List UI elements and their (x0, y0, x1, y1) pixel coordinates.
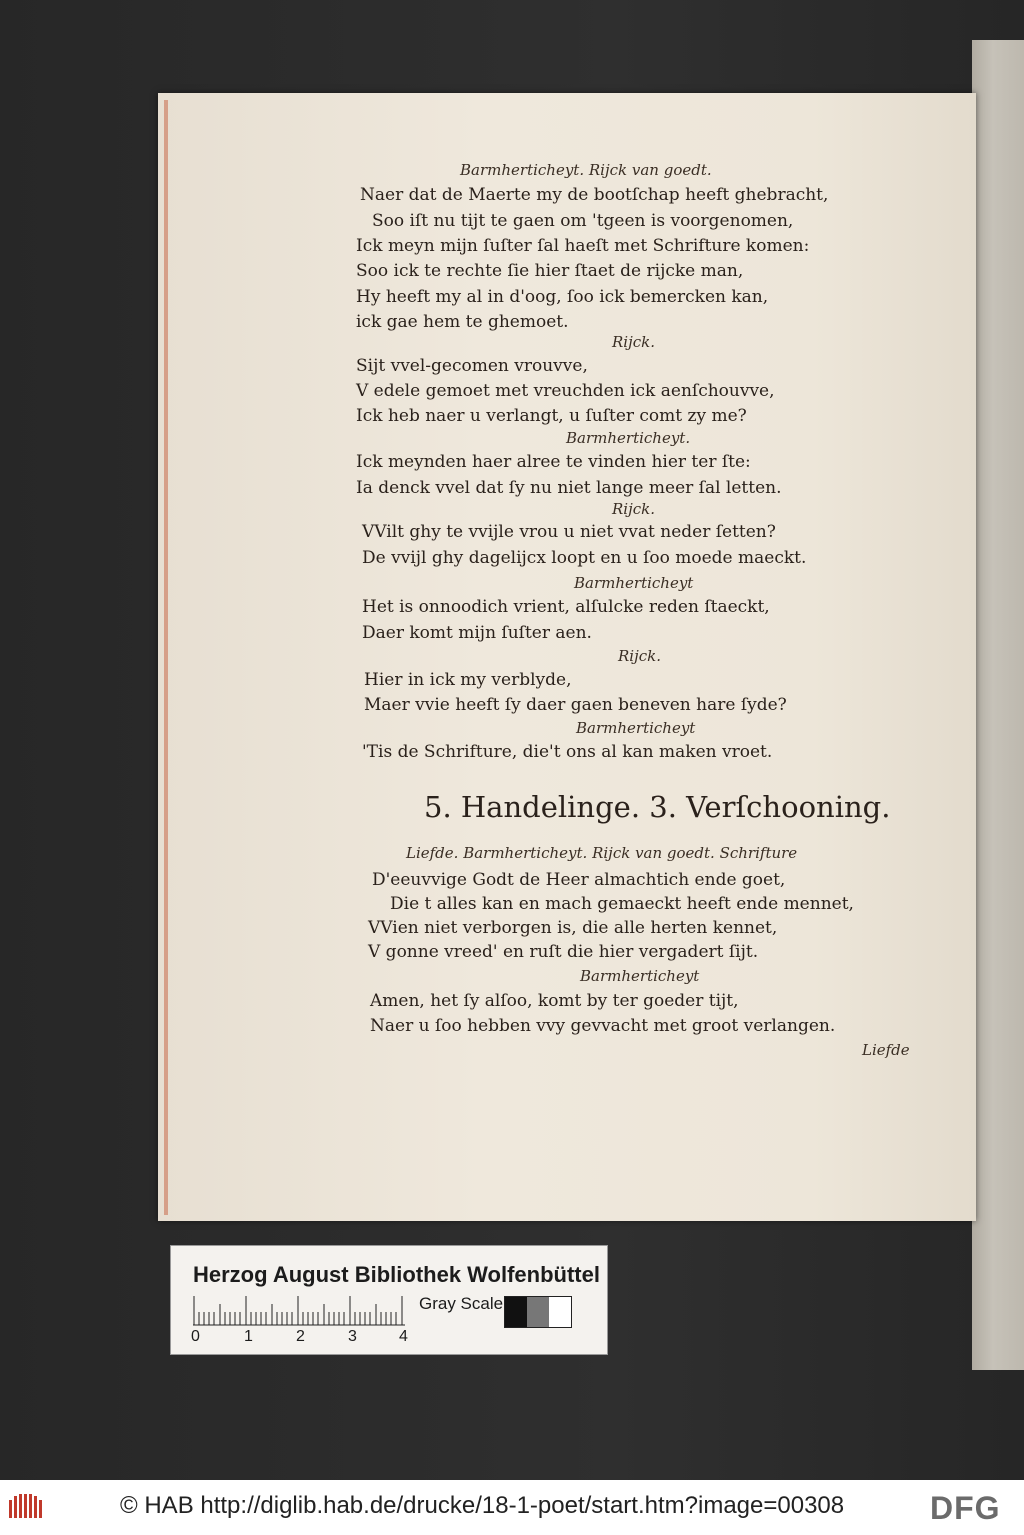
speaker-line: Rijck. (618, 647, 662, 665)
verse-line: D'eeuvvige Godt de Heer almachtich ende goet, (372, 870, 786, 890)
gray-scale-swatch (504, 1296, 572, 1328)
verse-line: ick gae hem te ghemoet. (356, 312, 569, 332)
gray-patch (527, 1297, 549, 1327)
section-heading: 5. Handelinge. 3. Verſchooning. (424, 790, 891, 824)
speaker-line: Rijck. (612, 333, 656, 351)
verse-line: VVilt ghy te vvijle vrou u niet vvat neder ſetten? (362, 522, 776, 542)
verse-line: VVien niet verborgen is, die alle herten kennet, (368, 918, 778, 938)
speaker-line: Liefde. Barmherticheyt. Rijck van goedt. Schrifture (406, 844, 798, 862)
white-patch (549, 1297, 571, 1327)
ruler-number: 4 (399, 1328, 408, 1345)
speaker-line: Barmherticheyt (574, 574, 694, 592)
copyright-url: © HAB http://diglib.hab.de/drucke/18-1-poet/start.htm?image=00308 (120, 1492, 845, 1519)
next-page-edge (972, 40, 1024, 1370)
verse-line: Hy heeft my al in d'oog, ſoo ick bemercken kan, (356, 287, 769, 307)
catchword: Liefde (862, 1041, 910, 1059)
verse-line: Maer vvie heeft ſy daer gaen beneven hare ſyde? (364, 695, 787, 715)
footer-bar (0, 1480, 1024, 1535)
speaker-line: Barmherticheyt (576, 719, 696, 737)
hab-logo-icon (8, 1492, 44, 1522)
speaker-line: Rijck. (612, 500, 656, 518)
verse-line: Soo ick te rechte ſie hier ſtaet de rijcke man, (356, 261, 744, 281)
verse-line: Ick heb naer u verlangt, u ſuſter comt zy me? (356, 406, 747, 426)
library-label-card (170, 1245, 608, 1355)
verse-line: Daer komt mijn ſuſter aen. (362, 623, 592, 643)
verse-line: Ia denck vvel dat ſy nu niet lange meer ſal letten. (356, 478, 782, 498)
verse-line: 'Tis de Schrifture, die't ons al kan maken vroet. (362, 742, 773, 762)
speaker-line: Barmherticheyt. (566, 429, 691, 447)
verse-line: Amen, het ſy alſoo, komt by ter goeder tijt, (370, 991, 739, 1011)
verse-line: Die t alles kan en mach gemaeckt heeft ende mennet, (390, 894, 854, 914)
ruler-number: 3 (348, 1328, 357, 1345)
verse-line: Ick meynden haer alree te vinden hier ter ſte: (356, 452, 751, 472)
speaker-line: Barmherticheyt (580, 967, 700, 985)
verse-line: De vvijl ghy dagelijcx loopt en u ſoo moede maeckt. (362, 548, 807, 568)
verse-line: Sijt vvel-gecomen vrouvve, (356, 356, 588, 376)
library-name: Herzog August Bibliothek Wolfenbüttel (193, 1262, 600, 1287)
gray-scale-label: Gray Scale (419, 1294, 504, 1313)
verse-line: V gonne vreed' en ruſt die hier vergadert ſijt. (368, 942, 759, 962)
page-gutter-edge (164, 100, 168, 1215)
dfg-logo: DFG (930, 1490, 1001, 1526)
ruler-number: 2 (296, 1328, 305, 1345)
ruler-icon (193, 1296, 405, 1326)
verse-line: V edele gemoet met vreuchden ick aenſchouvve, (356, 381, 775, 401)
black-patch (505, 1297, 527, 1327)
verse-line: Ick meyn mijn ſuſter ſal haeſt met Schrifture komen: (356, 236, 810, 256)
verse-line: Hier in ick my verblyde, (364, 670, 572, 690)
verse-line: Naer u ſoo hebben vvy gevvacht met groot verlangen. (370, 1016, 836, 1036)
ruler-number: 0 (191, 1328, 200, 1345)
verse-line: Soo iſt nu tijt te gaen om 'tgeen is voorgenomen, (372, 211, 794, 231)
speaker-line: Barmherticheyt. Rijck van goedt. (460, 161, 712, 179)
verse-line: Naer dat de Maerte my de bootſchap heeft ghebracht, (360, 185, 829, 205)
verse-line: Het is onnoodich vrient, alſulcke reden ſtaeckt, (362, 597, 770, 617)
ruler-number: 1 (244, 1328, 253, 1345)
